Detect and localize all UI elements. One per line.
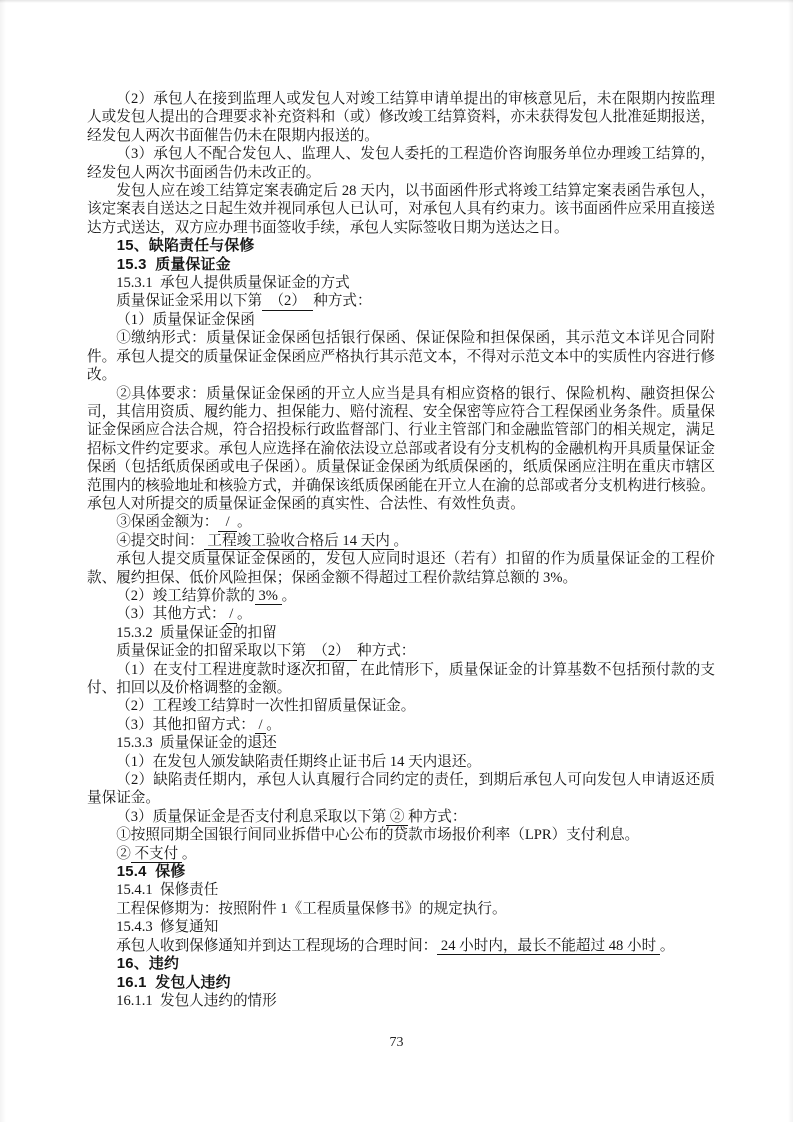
text-run: 15.3.3 质量保证金的退还	[116, 735, 277, 752]
filled-blank: 24 小时内，最长不能超过 48 小时	[437, 937, 660, 954]
text-run: 质量保证金采用以下第	[116, 293, 263, 310]
text-run: 种方式：	[313, 293, 372, 310]
paragraph-interest-mode	[87, 808, 715, 826]
text-run: 15、缺陷责任与保修	[116, 238, 255, 255]
text-run: 发包人应在竣工结算定案表确定后 28 天内，以书面函件形式将竣工结算定案表函告承包人，该定案表自送达之日起生效并视同承包人已认可，对承包人具有约束力。该书面函件应采用直接送达方式送达，双方应办理书面签收手续，承包人实际签收日期为送达之日。	[87, 183, 715, 236]
text-run: 。	[281, 587, 297, 604]
paragraph-submit-time	[87, 532, 715, 550]
paragraph-guarantee-mode	[87, 292, 715, 310]
paragraph-return-1	[87, 753, 715, 771]
filled-blank: （2）	[305, 643, 358, 660]
filled-blank: 工程竣工验收合格后 14 天内	[203, 532, 394, 549]
text-run: ①缴纳形式：质量保证金保函包括银行保函、保证保险和担保保函，其示范文本详见合同附件。承包人提交的质量保证金保函应严格执行其示范文本，不得对示范文本中的实质性内容进行修改。	[87, 330, 715, 384]
text-run: 15.3 质量保证金	[116, 256, 231, 273]
text-run: 。	[659, 937, 675, 954]
paragraph-option-1	[87, 311, 715, 329]
paragraph-repair-notice-time	[87, 937, 715, 955]
filled-blank: （2）	[262, 293, 314, 310]
text-run: （2）缺陷责任期内，承包人认真履行合同约定的责任，到期后承包人可向发包人申请返还质量保证金。	[87, 772, 715, 807]
page-number: 73	[389, 1035, 404, 1050]
text-run: 15.3.2 质量保证金的扣留	[116, 624, 277, 641]
text-run: 16.1.1 发包人违约的情形	[116, 992, 277, 1009]
text-run: 种方式：	[357, 643, 416, 660]
paragraph-guarantee-amount	[87, 513, 715, 531]
paragraph-refund-on-guarantee	[87, 550, 715, 587]
paragraph-return-2	[87, 771, 715, 808]
text-run: 承包人收到保修通知并到达工程现场的合理时间：	[116, 937, 438, 954]
paragraph-withhold-2	[87, 697, 715, 715]
paragraph-warranty-period	[87, 900, 715, 918]
filled-blank: /	[218, 514, 238, 531]
text-run: 工程保修期为：按照附件 1《工程质量保修书》的规定执行。	[116, 900, 507, 917]
paragraph-option-2	[87, 587, 715, 605]
text-run: 16.1 发包人违约	[116, 974, 231, 991]
text-run: （3）质量保证金是否支付利息采取以下第	[116, 808, 387, 825]
paragraph-withhold-1	[87, 661, 715, 698]
filled-blank: /	[225, 606, 238, 623]
paragraph-withhold-3	[87, 716, 715, 734]
scan-edge-left	[0, 0, 6, 1122]
clause-15-3-2	[87, 624, 715, 642]
heading-16	[87, 955, 715, 973]
text-run: ②具体要求：质量保证金保函的开立人应当是具有相应资格的银行、保险机构、融资担保公司，其信用资质、履约能力、担保能力、赔付流程、安全保密等应符合工程保函业务条件。质量保证金保函应合法合规，符合招投标行政监督部门、行业主管部门和金融监管部门的相关规定，满足招标文件约定要求。承包人应选择在渝依法设立总部或者设有分支机构的金融机构开具质量保证金保函（包括纸质保函或电子保函）。质量保证金保函为纸质保函的，纸质保函应注明在重庆市辖区范围内的核验地址和核验方式，并确保该纸质保函能在开立人在渝的总部或者分支机构进行核验。承包人对所提交的质量保证金保函的真实性、合法性、有效性负责。	[87, 385, 715, 512]
filled-blank: 不支付	[130, 845, 182, 862]
paragraph-clause-3	[87, 145, 715, 182]
paragraph-clause-2	[87, 90, 715, 145]
text-run: （2）工程竣工结算时一次性扣留质量保证金。	[116, 698, 416, 715]
text-run: （1）在发包人颁发缺陷责任期终止证书后 14 天内退还。	[116, 753, 482, 770]
text-run: 承包人提交质量保证金保函的，发包人应同时退还（若有）扣留的作为质量保证金的工程价款、履约担保、低价风险担保；保函金额不得超过工程价款结算总额的 3%。	[87, 551, 715, 586]
text-run: ④提交时间：	[116, 532, 204, 549]
paragraph-option-3	[87, 605, 715, 623]
clause-15-4-3	[87, 918, 715, 936]
paragraph-interest-lpr	[87, 826, 715, 844]
text-run: ②	[116, 845, 131, 862]
scan-edge-right	[788, 0, 793, 1122]
text-run: （2）承包人在接到监理人或发包人对竣工结算申请单提出的审核意见后，未在限期内按监理人或发包人提出的合理要求补充资料和（或）修改竣工结算资料，亦未获得发包人批准延期报送，经发包人两次书面催告仍未在限期内报送的。	[87, 91, 715, 144]
text-run: （3）承包人不配合发包人、监理人、发包人委托的工程造价咨询服务单位办理竣工结算的，经发包人两次书面函告仍未改正的。	[87, 146, 715, 181]
text-run: （3）其他方式：	[116, 606, 226, 623]
text-run: ①按照同期全国银行间同业拆借中心公布的贷款市场报价利率（LPR）支付利息。	[116, 827, 640, 844]
text-run: （3）其他扣留方式：	[116, 716, 255, 733]
clause-15-3-1	[87, 274, 715, 292]
paragraph-withhold-mode	[87, 642, 715, 660]
clause-15-4-1	[87, 881, 715, 899]
paragraph-payment-form	[87, 329, 715, 384]
text-run: ③保函金额为：	[116, 514, 219, 531]
text-run: 。	[237, 514, 252, 531]
filled-blank: ②	[386, 808, 409, 825]
clause-15-3-3	[87, 734, 715, 752]
heading-15-4	[87, 863, 715, 881]
text-run: 15.3.1 承包人提供质量保证金的方式	[116, 275, 350, 292]
text-run: 。	[266, 716, 281, 733]
heading-15-3	[87, 256, 715, 274]
filled-blank: 3%	[254, 587, 282, 604]
heading-16-1	[87, 974, 715, 992]
heading-15	[87, 237, 715, 255]
text-run: 。	[393, 532, 409, 549]
text-run: 15.4.3 修复通知	[116, 919, 219, 936]
paragraph-settlement-notice	[87, 182, 715, 237]
text-run: 15.4.1 保修责任	[116, 882, 219, 899]
document-content	[87, 90, 715, 1010]
text-run: 质量保证金的扣留采取以下第	[116, 643, 306, 660]
paragraph-interest-none	[87, 845, 715, 863]
paragraph-specific-requirements	[87, 385, 715, 514]
text-run: 种方式：	[408, 808, 467, 825]
text-run: 15.4 保修	[116, 864, 186, 881]
text-run: 。	[181, 845, 197, 862]
text-run: （2）竣工结算价款的	[116, 587, 255, 604]
text-run: （1）在支付工程进度款时逐次扣留，在此情形下，质量保证金的计算基数不包括预付款的支付、扣回以及价格调整的金额。	[87, 661, 715, 696]
text-run: （1）质量保证金保函	[116, 311, 255, 328]
scan-edge-top	[0, 0, 793, 3]
text-run: 16、违约	[116, 956, 180, 973]
filled-blank: /	[254, 716, 267, 733]
clause-16-1-1	[87, 992, 715, 1010]
text-run: 。	[237, 606, 252, 623]
